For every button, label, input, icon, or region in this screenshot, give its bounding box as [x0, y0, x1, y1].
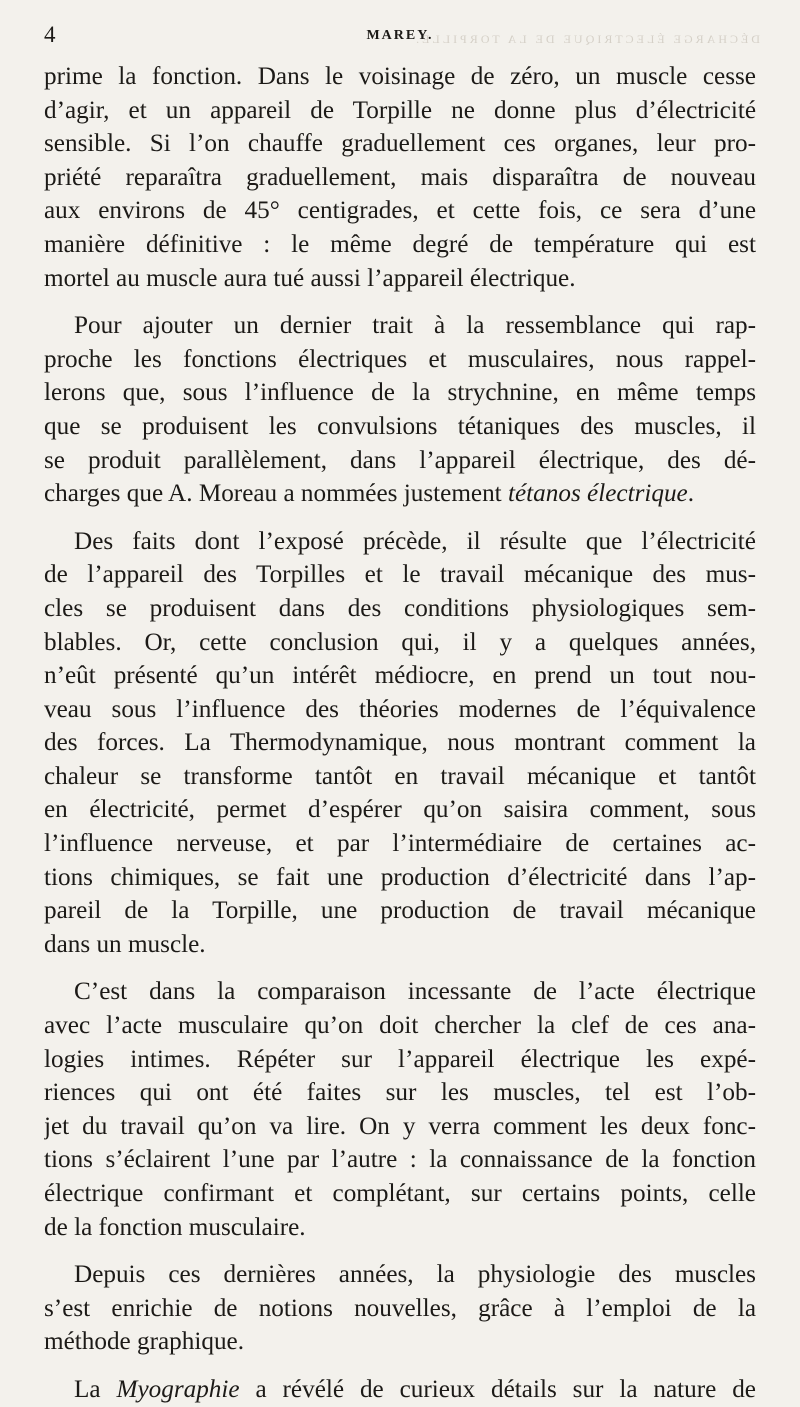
text-line: en électricité, permet d’espérer qu’on saisira comment, sous	[44, 796, 756, 824]
text-line: se produit parallèlement, dans l’appareil électrique, des dé-	[44, 446, 756, 474]
italic-term-myographie: Myographie	[116, 1375, 240, 1403]
text-run: .	[687, 480, 695, 508]
bleed-through-text: DÉCHARGE ÉLECTRIQUE DE LA TORPILLE.	[413, 32, 760, 46]
text-line: chaleur se transforme tantôt en travail mécanique et tantôt	[44, 762, 756, 790]
text-run: a révélé de curieux détails sur la nature de	[239, 1375, 756, 1403]
text-run: charges que A. Moreau a nommées justement	[44, 480, 508, 508]
text-line: n’eût présenté qu’un intérêt médiocre, en prend un tout nou-	[44, 662, 756, 690]
text-line: tions s’éclairent l’une par l’autre : la connaissance de la fonction	[44, 1146, 756, 1174]
paragraph-2	[44, 309, 756, 511]
text-line: C’est dans la comparaison incessante de l’acte électrique	[74, 978, 756, 1006]
text-run: La	[74, 1375, 117, 1403]
text-line: Des faits dont l’exposé précède, il résulte que l’électricité	[74, 527, 756, 555]
text-line: s’est enrichie de notions nouvelles, grâce à l’emploi de la	[44, 1294, 756, 1322]
text-line	[44, 477, 756, 511]
text-line: aux environs de 45° centigrades, et cette fois, ce sera d’une	[44, 197, 756, 225]
italic-term-tetanos: tétanos électrique	[507, 480, 688, 508]
text-line: tions chimiques, se fait une production d’électricité dans l’ap-	[44, 863, 756, 891]
text-line: de la fonction musculaire.	[44, 1213, 306, 1241]
text-line: jet du travail qu’on va lire. On y verra comment les deux fonc-	[44, 1112, 756, 1140]
text-line: pareil de la Torpille, une production de travail mécanique	[44, 897, 756, 925]
text-line: dans un muscle.	[44, 930, 206, 958]
text-line: méthode graphique.	[44, 1328, 245, 1356]
page-number: 4	[44, 22, 56, 47]
text-line: manière définitive : le même degré de température qui est	[44, 230, 756, 258]
text-line: priété reparaîtra graduellement, mais disparaîtra de nouveau	[44, 163, 756, 191]
text-line: électrique confirmant et complétant, sur certains points, celle	[44, 1180, 756, 1207]
text-line: prime la fonction. Dans le voisinage de zéro, un muscle cesse	[44, 63, 756, 90]
text-line: lerons que, sous l’influence de la strychnine, en même temps	[44, 379, 756, 407]
text-line: d’agir, et un appareil de Torpille ne donne plus d’électricité	[44, 96, 756, 124]
text-line: des forces. La Thermodynamique, nous montrant comment la	[44, 729, 756, 757]
text-line: avec l’acte musculaire qu’on doit chercher la clef de ces ana-	[44, 1012, 756, 1040]
running-head-author: MAREY.	[366, 28, 434, 43]
text-line: de l’appareil des Torpilles et le travail mécanique des mus-	[44, 561, 756, 589]
text-line: veau sous l’influence des théories modernes de l’équivalence	[44, 695, 756, 723]
paragraph-4	[44, 975, 756, 1244]
text-line: mortel au muscle aura tué aussi l’appareil électrique.	[44, 264, 576, 292]
page-header	[44, 22, 756, 52]
text-line: Pour ajouter un dernier trait à la ressemblance qui rap-	[74, 312, 756, 340]
text-line: blables. Or, cette conclusion qui, il y a quelques années,	[44, 628, 756, 656]
paragraph-6	[44, 1373, 756, 1407]
text-line: Depuis ces dernières années, la physiologie des muscles	[74, 1261, 756, 1289]
text-line: l’influence nerveuse, et par l’intermédiaire de certaines ac-	[44, 830, 756, 858]
text-line: sensible. Si l’on chauffe graduellement ces organes, leur pro-	[44, 130, 756, 158]
paragraph-5	[44, 1258, 756, 1359]
text-line	[44, 1373, 756, 1407]
paragraph-1	[44, 60, 756, 295]
text-line: que se produisent les convulsions tétaniques des muscles, il	[44, 412, 756, 440]
text-line: proche les fonctions électriques et musculaires, nous rappel-	[44, 345, 756, 373]
text-line: cles se produisent dans des conditions physiologiques sem-	[44, 594, 756, 622]
text-line: riences qui ont été faites sur les muscles, tel est l’ob-	[44, 1079, 756, 1107]
text-line: logies intimes. Répéter sur l’appareil électrique les expé-	[44, 1045, 756, 1073]
body-text	[44, 60, 756, 1407]
paragraph-3	[44, 525, 756, 962]
